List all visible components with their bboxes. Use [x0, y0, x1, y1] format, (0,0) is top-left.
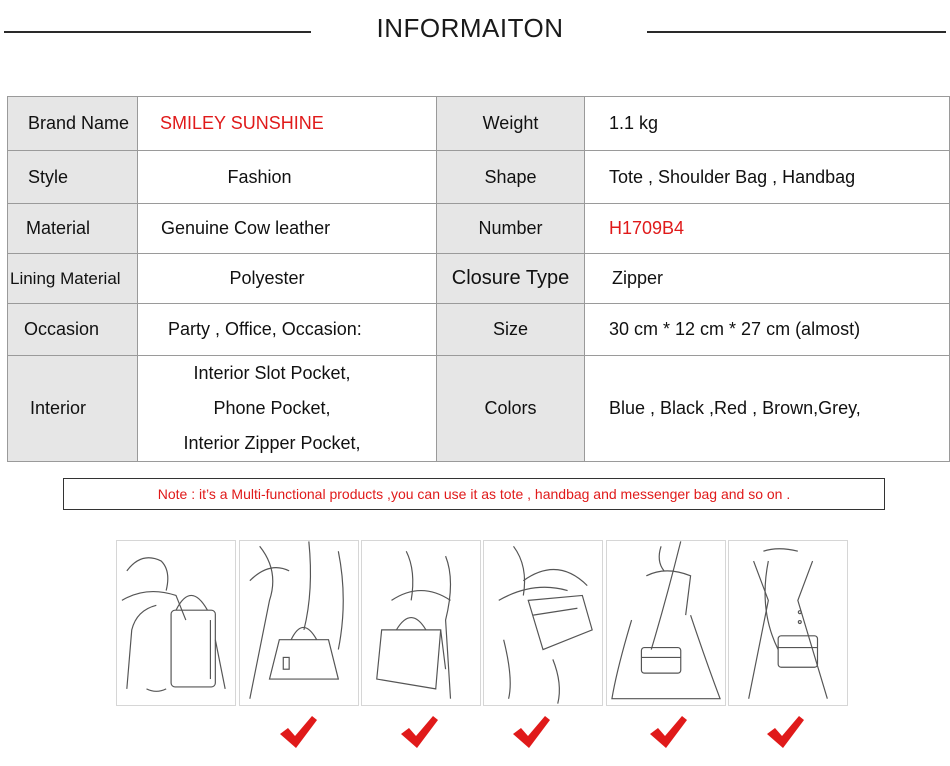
crossbody-bag-illustration — [606, 540, 726, 706]
spec-value: Polyester — [138, 254, 437, 304]
spec-row — [8, 204, 950, 254]
check-icon — [765, 714, 805, 750]
spec-label: Size — [437, 304, 585, 356]
spec-label: Number — [437, 204, 585, 254]
interior-line: Interior Zipper Pocket, — [183, 433, 361, 453]
product-number-value: H1709B4 — [585, 204, 950, 254]
spec-value: Fashion — [138, 151, 437, 204]
tote-illustration — [361, 540, 481, 706]
spec-value: Zipper — [585, 254, 950, 304]
check-icon — [511, 714, 551, 750]
title-divider-right — [647, 31, 946, 33]
page-title: INFORMAITON — [376, 13, 564, 43]
spec-label: Weight — [437, 97, 585, 151]
check-icon — [648, 714, 688, 750]
spec-label: Colors — [437, 356, 585, 462]
spec-label: Closure Type — [437, 254, 585, 304]
shoulder-bag-illustration — [483, 540, 603, 706]
usage-note: Note : it’s a Multi-functional products ,you can use it as tote , handbag and messenger bag and so on . — [63, 478, 885, 510]
spec-value: Tote , Shoulder Bag , Handbag — [585, 151, 950, 204]
interior-value — [138, 356, 437, 462]
spec-value: Party , Office, Occasion: — [138, 304, 437, 356]
spec-label: Style — [8, 151, 138, 204]
spec-value: 1.1 kg — [585, 97, 950, 151]
spec-row — [8, 304, 950, 356]
interior-line: Interior Slot Pocket, — [193, 363, 351, 383]
spec-value: Genuine Cow leather — [138, 204, 437, 254]
spec-label: Material — [8, 204, 138, 254]
handbag-held-illustration — [239, 540, 359, 706]
spec-row — [8, 151, 950, 204]
spec-row — [8, 254, 950, 304]
spec-label: Brand Name — [8, 97, 138, 151]
spec-row — [8, 97, 950, 151]
brand-name-value: SMILEY SUNSHINE — [138, 97, 437, 151]
messenger-bag-illustration — [728, 540, 848, 706]
check-icon — [399, 714, 439, 750]
spec-table — [7, 96, 950, 462]
backpack-illustration — [116, 540, 236, 706]
title-divider-left — [4, 31, 311, 33]
interior-line: Phone Pocket, — [213, 398, 331, 418]
spec-label: Occasion — [8, 304, 138, 356]
check-icon — [278, 714, 318, 750]
spec-value: Blue , Black ,Red , Brown,Grey, — [585, 356, 950, 462]
spec-label: Lining Material — [8, 254, 138, 304]
spec-label: Interior — [8, 356, 138, 462]
spec-label: Shape — [437, 151, 585, 204]
spec-value: 30 cm * 12 cm * 27 cm (almost) — [585, 304, 950, 356]
spec-row — [8, 356, 950, 462]
